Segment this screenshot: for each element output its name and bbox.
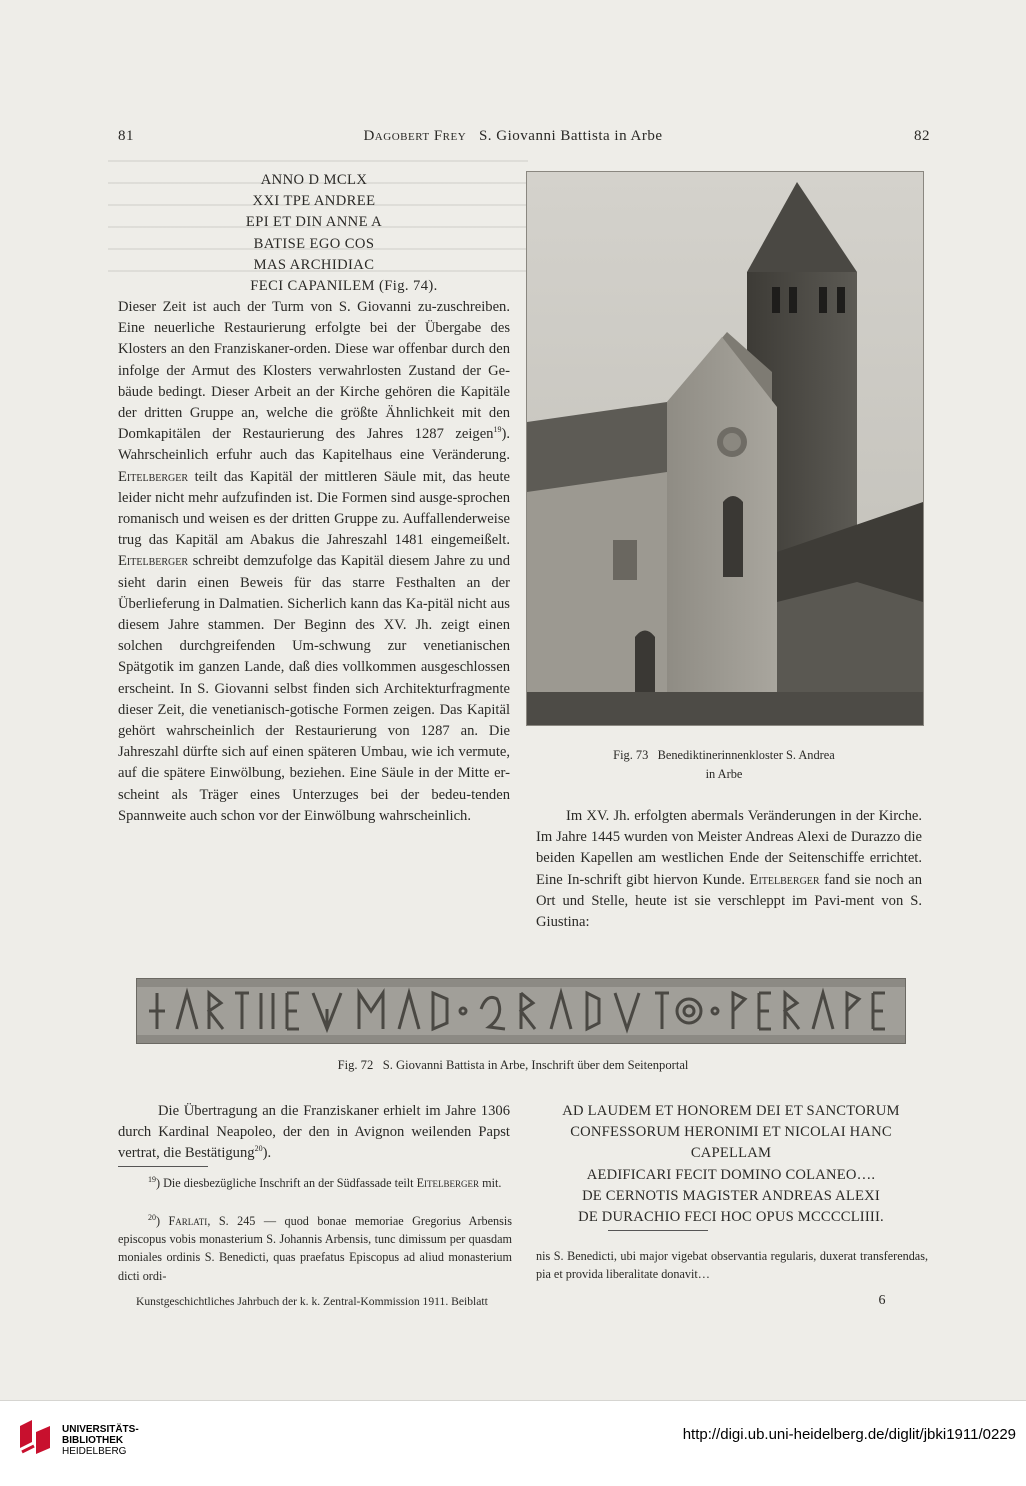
inscription-line: FECI CAPANILEM (Fig. 74). [250, 278, 438, 295]
footnote-19 [118, 1174, 512, 1192]
figure-label: Fig. 73 [613, 748, 649, 762]
library-footer-bar [0, 1400, 1026, 1486]
page-number-left: 81 [118, 128, 134, 144]
text-run: ). Wahrscheinlich erfuhr auch das Kapitelhaus eine Veränderung. [118, 426, 510, 464]
text-run: fand sie noch an Ort und Stelle, heute ist sie verschleppt im Pavi-ment von S. Giustina: [536, 871, 922, 931]
page-number-right: 82 [914, 128, 930, 144]
footnote-20-continuation: nis S. Benedicti, ubi major vigebat observantia regularis, duxerat transferendas, pia et provida liberalitate donavit… [536, 1249, 928, 1282]
caption-text: S. Giovanni Battista in Arbe, Inschrift über dem Seitenportal [382, 1058, 689, 1072]
figure-73-caption [526, 746, 922, 784]
footnote-ref: 19 [493, 425, 502, 435]
inscription-stone-illustration [137, 979, 905, 1043]
footnote-number: 20 [148, 1212, 156, 1222]
footnote-20: $^{20}$) Farlati, S. 245 — quod bonae memoriae Gregorius Arbensis episcopus vobis monasterium S. Johannis Arbensis, tunc dimissum per quasdam moniales ordinis S. Benedicti, quas praefatus Episcopus ad aliud monasterium dicti ordi- [118, 1212, 512, 1283]
body-text-right [536, 806, 922, 933]
inscription-block-2 [536, 1101, 926, 1228]
library-name-line: BIBLIOTHEK [62, 1435, 124, 1446]
inscription-line: CAPELLAM [690, 1145, 772, 1162]
inscription-line: XXI TPE ANDREE [252, 193, 376, 210]
sheet-number: 6 [878, 1293, 886, 1308]
journal-footer: Kunstgeschichtliches Jahrbuch der k. k. Zentral-Kommission 1911. Beiblatt [136, 1295, 488, 1308]
footnote-divider [118, 1166, 208, 1167]
inscription-block-1 [118, 170, 510, 297]
figure-72-caption [0, 1058, 1026, 1073]
text-run: mit. [482, 1176, 502, 1190]
body-text-left [118, 297, 510, 827]
footnote-divider-right [608, 1230, 708, 1231]
author-name: Eitelberger [416, 1176, 480, 1190]
paragraph [536, 806, 922, 933]
header-author: Dagobert Frey [363, 128, 467, 144]
figure-label: Fig. 72 [337, 1058, 374, 1072]
university-library-logo-icon[interactable] [16, 1418, 54, 1456]
text-run: Dieser Zeit ist auch der Turm von S. Giovanni zu-zuschreiben. Eine neuerliche Restaurierung erfolgte bei der Übergabe des Klosters an den Franziskaner-orden. Diese war offenbar durch den infolge der Armut des Klosters verwahrlosten Zustand der Ge-bäude bedingt. Dieser Arbeit an der Kirche gehören die Kapitäle der dritten Gruppe an, welche die größte Ähnlichkeit mit den Domkapitälen der Restaurierung des Jahres 1287 zeigen [118, 299, 510, 443]
inscription-line: CONFESSORUM HERONIMI ET NICOLAI HANC [570, 1124, 892, 1141]
inscription-line: DE DURACHIO FECI HOC OPUS MCCCCLIIII. [578, 1209, 884, 1226]
library-name-line: HEIDELBERG [62, 1446, 127, 1457]
library-name-line: UNIVERSITÄTS- [62, 1424, 139, 1435]
figure-72-inscription-photo [136, 978, 906, 1044]
text-run: schreibt demzufolge das Kapitäl diesem Jahre zu und sieht darin einen Beweis für das starre Festhalten an der Überlieferung in Dalmatien. Sicherlich kann das Ka-pitäl nicht aus diesem Jahre stammen. Der Beginn des XV. Jh. zeigt einen solchen durchgreifenden Um-schwung zur venetianischen Spätgotik im ganzen Lande, daß dies vollkommen ausgeschlossen erscheint. In S. Giovanni selbst finden sich Architekturfragmente dieser Zeit, die venetianisch-gotische Formen zeigen. Das Kapitäl gehört wahrscheinlich der Restaurierung von 1287 an. Die Jahreszahl dürfte sich auf einen späteren Umbau, wie ich vermute, auf die spätere Einwölbung, beziehen. Eine Säule in der Mitte er-scheint als Träger eines Unterzuges bei der bedeu-tenden Spannweite auch schon vor der Einwölbung wahrscheinlich. [118, 553, 510, 824]
library-name[interactable] [62, 1424, 139, 1457]
inscription-line: AEDIFICARI FECIT DOMINO COLANEO…. [586, 1166, 876, 1183]
inscription-line: EPI ET DIN ANNE A [245, 214, 383, 231]
inscription-line: DE CERNOTIS MAGISTER ANDREAS ALEXI [582, 1187, 880, 1204]
author-name: Farlati [168, 1214, 208, 1228]
body-text-bottom-left [118, 1101, 510, 1165]
inscription-line: ANNO D MCLX [260, 172, 368, 188]
text-run: , S. 245 — quod bonae memoriae Gregorius Arbensis episcopus vobis monasterium S. Johannis Arbensis, tunc dimissum per quasdam moniales ordinis S. Benedicti, quas praefatus Episcopus ad aliud monasterium dicti ordi- [118, 1214, 512, 1283]
text-run: Die Übertragung an die Franziskaner erhielt im Jahre 1306 durch Kardinal Neapoleo, der den in Avignon weilenden Papst vertrat, die Bestätigung [118, 1103, 510, 1162]
inscription-line: BATISE EGO COS [253, 235, 375, 252]
text-run: Im XV. Jh. erfolgten abermals Veränderungen in der Kirche. Im Jahre 1445 wurden von Meister Andreas Alexi de Durazzo die beiden Kapellen am westlichen Ende der Seitenschiffe errichtet. Eine In-schrift gibt hiervon Kunde. [536, 808, 922, 888]
text-run: ). [262, 1145, 272, 1162]
figure-73-photo [526, 171, 924, 726]
caption-text: Benediktinerinnenkloster S. Andrea [657, 748, 835, 762]
author-name: Eitelberger [118, 468, 189, 485]
text-run: teilt das Kapitäl der mittleren Säule mit, das heute leider nicht mehr aufzufinden ist. Die Formen sind ausge-sprochen romanisch und weisen es der dritten Gruppe zu. Auffallenderweise trug das Kapitäl am Abakus die Jahreszahl 1481 eingemeißelt. [118, 468, 510, 549]
footnote-ref: 20 [254, 1144, 263, 1154]
author-name: Eitelberger [118, 553, 189, 570]
church-photo-illustration [527, 172, 923, 725]
paragraph [118, 1101, 510, 1165]
running-header [0, 128, 1026, 145]
permalink-url[interactable]: http://digi.ub.uni-heidelberg.de/diglit/jbki1911/0229 [682, 1426, 1016, 1443]
author-name: Eitelberger [749, 871, 820, 888]
paragraph [118, 297, 510, 827]
text-run: ) Die diesbezügliche Inschrift an der Südfassade teilt [156, 1176, 414, 1190]
inscription-line: MAS ARCHIDIAC [253, 256, 375, 273]
inscription-line: AD LAUDEM ET HONOREM DEI ET SANCTORUM [562, 1103, 900, 1119]
caption-line [526, 746, 922, 765]
header-title: S. Giovanni Battista in Arbe [478, 128, 663, 144]
caption-line: in Arbe [705, 767, 743, 781]
footnote-number: 19 [148, 1174, 156, 1184]
